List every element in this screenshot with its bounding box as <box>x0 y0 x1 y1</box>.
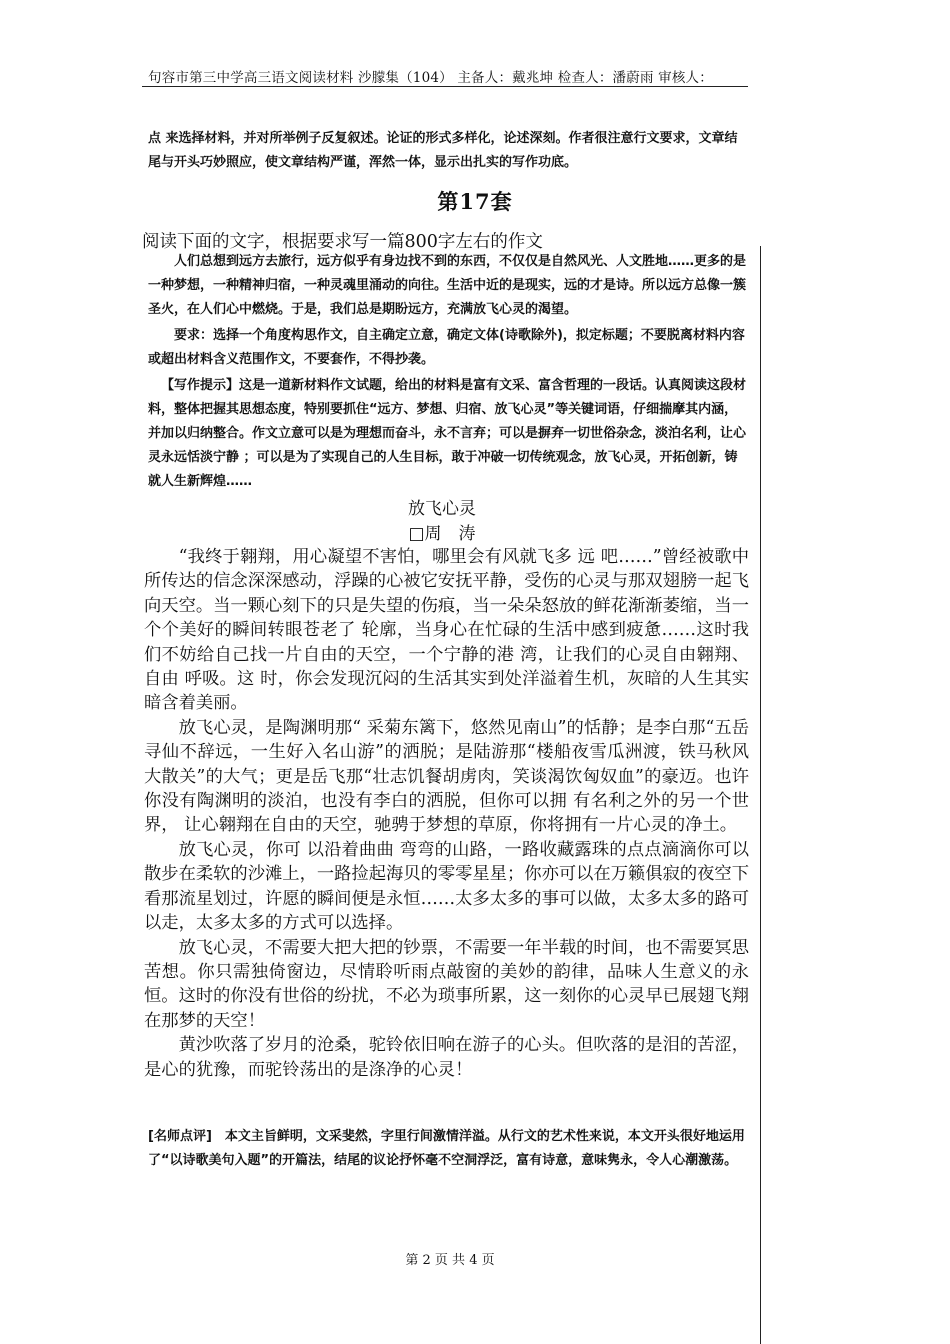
set-title: 第17套 <box>437 189 513 214</box>
essay-paragraph: 黄沙吹落了岁月的沧桑，驼铃依旧响在游子的心头。但吹落的是泪的苦涩，是心的犹豫，而驼铃荡出的是涤净的心灵！ <box>144 1035 749 1080</box>
essay-title: 放飞心灵 <box>408 499 476 519</box>
previous-comment-text: 点 来选择材料，并对所举例子反复叙述。论证的形式多样化，论述深刻。作者很注意行文要求，文章结尾与开头巧妙照应，使文章结构严谨，浑然一体，显示出扎实的写作功底。 <box>148 131 738 170</box>
material-block <box>148 250 748 322</box>
writing-hint-block <box>148 374 748 494</box>
header-rule <box>142 86 748 87</box>
essay-body <box>144 545 749 1082</box>
requirement-block <box>148 324 748 372</box>
essay-paragraph: 放飞心灵，不需要大把大把的钞票，不需要一年半载的时间，也不需要冥思苦想。你只需独倚窗边，尽情聆听雨点敲窗的美妙的韵律，品味人生意义的永恒。这时的你没有世俗的纷扰，不必为琐事所累，这一刻你的心灵早已展翅飞翔在那梦的天空！ <box>144 937 749 1031</box>
essay-paragraph: 放飞心灵，你可 以沿着曲曲 弯弯的山路，一路收藏露珠的点点滴滴你可以散步在柔软的沙滩上，一路捡起海贝的零零星星；你亦可以在万籁俱寂的夜空下看那流星划过，许愿的瞬间便是永恒……太多太多的事可以做，太多太多的路可以走，太多太多的方式可以选择。 <box>144 839 749 934</box>
prompt-instruction: 阅读下面的文字，根据要求写一篇800字左右的作文 <box>142 232 543 252</box>
writing-hint-text: 【写作提示】这是一道新材料作文试题，给出的材料是富有文采、富含哲理的一段话。认真阅读这段材料，整体把握其思想态度，特别要抓住“远方、梦想、归宿、放飞心灵”等关键词语，仔细揣摩其内涵，并加以归纳整合。作文立意可以是为理想而奋斗，永不言弃；可以是摒弃一切世俗杂念，淡泊名利，让心灵永远恬淡宁静 ；可以是为了实现自己的人生目标，敢于冲破一切传统观念，放飞心灵，开拓创新，铸就人生新辉煌…… <box>148 378 747 489</box>
essay-author: □周 涛 <box>408 524 476 544</box>
page-footer: 第 2 页 共 4 页 <box>405 1253 495 1268</box>
previous-comment-continuation <box>148 127 748 175</box>
margin-rule <box>760 246 761 1344</box>
essay-paragraph: “我终于翱翔，用心凝望不害怕，哪里会有风就飞多 远 吧……”曾经被歌中所传达的信念深深感动，浮躁的心被它安抚平静，受伤的心灵与那双翅膀一起飞向天空。当一颗心刻下的只是失望的伤痕，当一朵朵怒放的鲜花渐渐萎缩，当一个个美好的瞬间转眼苍老了 轮廓，当身心在忙碌的生活中感到疲惫……这时我们不妨给自己找一片自由的天空，一个宁静的港 湾，让我们的心灵自由翱翔、自由 呼吸。这 时，你会发现沉闷的生活其实到处洋溢着生机，灰暗的人生其实暗含着美丽。 <box>144 547 749 714</box>
page-header: 句容市第三中学高三语文阅读材料 沙朦集（104） 主备人：戴兆坤 检查人：潘蔚雨 审核人： <box>148 70 713 86</box>
material-text: 人们总想到远方去旅行，远方似乎有身边找不到的东西，不仅仅是自然风光、人文胜地……更多的是一种梦想，一种精神归宿，一种灵魂里涌动的向往。生活中近的是现实，远的才是诗。所以远方总像一簇圣火，在人们心中燃烧。于是，我们总是期盼远方，充满放飞心灵的渴望。 <box>148 254 747 317</box>
requirement-text: 要求：选择一个角度构思作文，自主确定立意，确定文体(诗歌除外)，拟定标题；不要脱离材料内容或超出材料含义范围作文，不要套作，不得抄袭。 <box>148 328 745 367</box>
teacher-comment-block <box>148 1125 748 1173</box>
essay-paragraph: 放飞心灵，是陶渊明那“ 采菊东篱下，悠然见南山”的恬静；是李白那“五岳寻仙不辞远，一生好入名山游”的洒脱；是陆游那“楼船夜雪瓜洲渡，铁马秋风大散关”的大气；更是岳飞那“壮志饥餐胡虏肉，笑谈渴饮匈奴血”的豪迈。也许你没有陶渊明的淡泊，也没有李白的洒脱，但你可以拥 有名利之外的另一个世界， 让心翱翔在自由的天空，驰骋于梦想的草原，你将拥有一片心灵的净土。 <box>144 717 749 836</box>
teacher-comment-text: [名师点评] 本文主旨鲜明，文采斐然，字里行间激情洋溢。从行文的艺术性来说，本文开头很好地运用了“以诗歌美句入题”的开篇法，结尾的议论抒怀毫不空洞浮泛，富有诗意，意味隽永，令人心潮激荡。 <box>148 1129 745 1168</box>
